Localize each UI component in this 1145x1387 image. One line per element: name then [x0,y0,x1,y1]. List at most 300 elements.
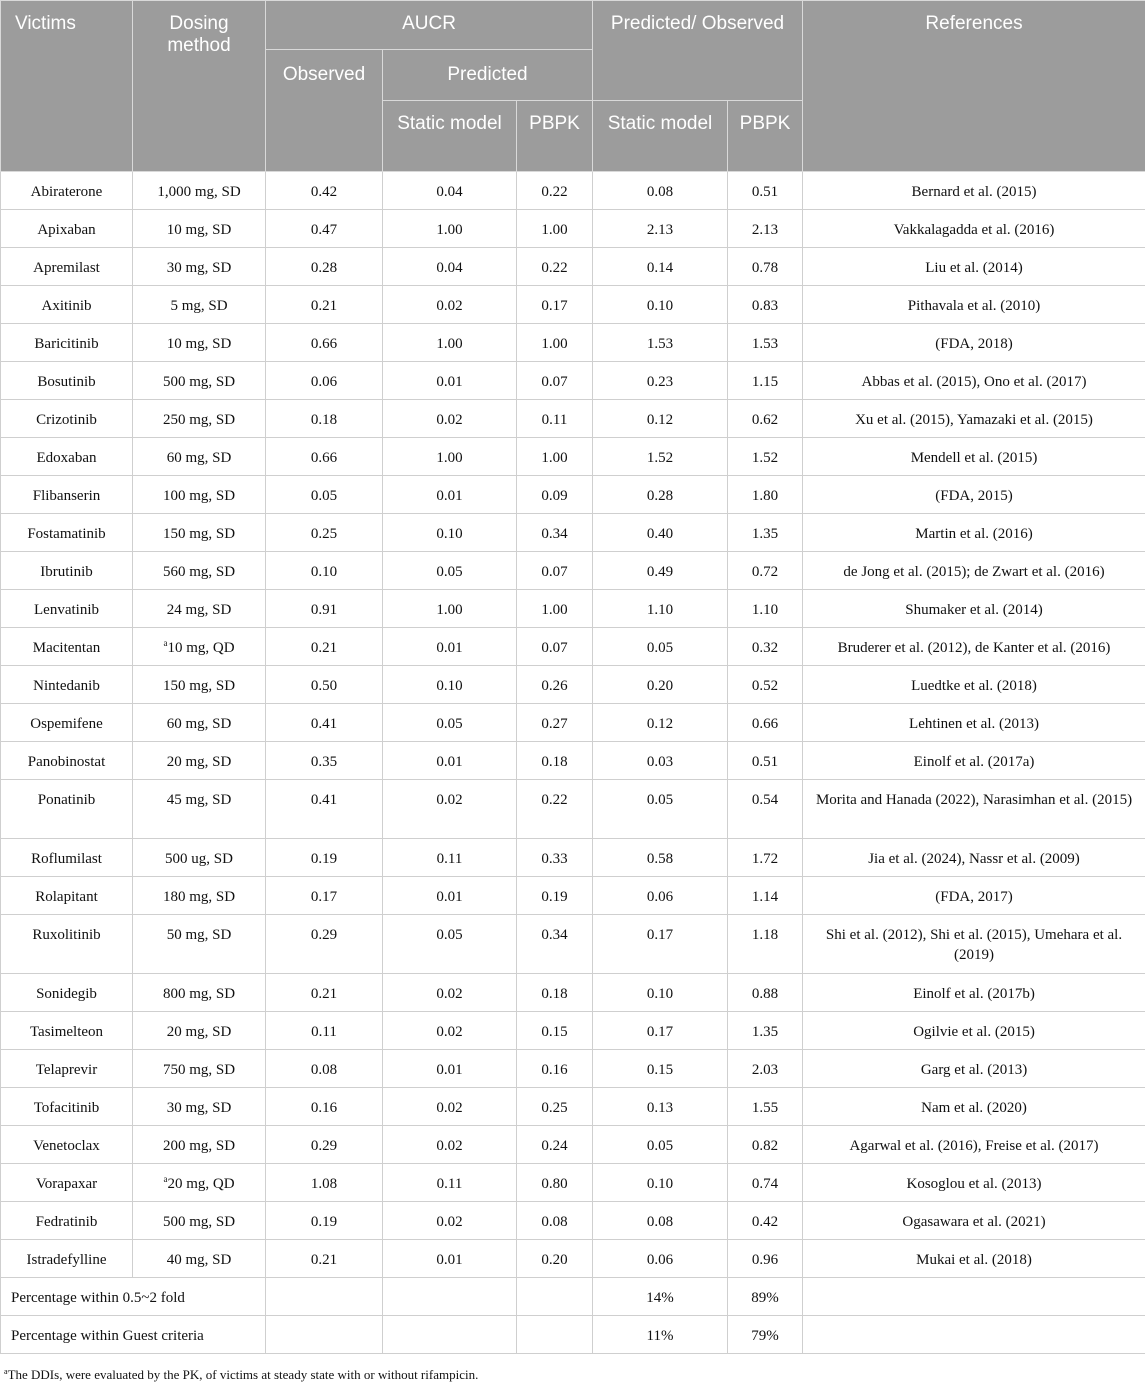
table-row [1,210,1145,248]
dose-text: 560 mg, SD [162,564,236,580]
cell-reference: Garg et al. (2013) [803,1050,1145,1088]
cell-dosing-method [133,324,266,362]
table-row [1,552,1145,590]
cell-victim: Crizotinib [1,400,133,438]
summary-empty-cell [383,1278,517,1316]
cell-victim: Ponatinib [1,780,133,839]
cell-reference: Einolf et al. (2017b) [803,974,1145,1012]
cell-observed-aucr: 0.19 [266,1202,383,1240]
cell-reference: Einolf et al. (2017a) [803,742,1145,780]
cell-ratio-static: 0.10 [593,286,728,324]
cell-observed-aucr: 1.08 [266,1164,383,1202]
cell-ratio-static: 0.03 [593,742,728,780]
cell-ratio-static: 0.49 [593,552,728,590]
cell-ratio-pbpk: 1.72 [728,839,803,877]
header-dosing-method: Dosing method [133,1,266,172]
dose-text: 500 mg, SD [162,374,236,390]
cell-ratio-pbpk: 2.03 [728,1050,803,1088]
table-row [1,590,1145,628]
cell-predicted-pbpk: 0.22 [517,248,593,286]
header-victims: Victims [1,1,133,172]
cell-dosing-method [133,400,266,438]
cell-ratio-pbpk: 0.83 [728,286,803,324]
cell-predicted-static: 0.01 [383,1240,517,1278]
cell-ratio-pbpk: 2.13 [728,210,803,248]
cell-reference: (FDA, 2015) [803,476,1145,514]
cell-observed-aucr: 0.05 [266,476,383,514]
cell-ratio-static: 0.10 [593,974,728,1012]
cell-predicted-pbpk: 0.80 [517,1164,593,1202]
cell-predicted-static: 0.01 [383,1050,517,1088]
table-row [1,1240,1145,1278]
cell-observed-aucr: 0.21 [266,286,383,324]
header-ratio-static-model: Static model [593,101,728,172]
header-predicted: Predicted [383,50,593,101]
cell-observed-aucr: 0.21 [266,974,383,1012]
cell-reference: Bruderer et al. (2012), de Kanter et al. (2016) [803,628,1145,666]
cell-dosing-method [133,1164,266,1202]
cell-dosing-method [133,742,266,780]
cell-reference: Lehtinen et al. (2013) [803,704,1145,742]
table-row [1,628,1145,666]
cell-predicted-static: 0.02 [383,1088,517,1126]
cell-dosing-method [133,286,266,324]
cell-predicted-pbpk: 0.19 [517,877,593,915]
cell-ratio-pbpk: 0.32 [728,628,803,666]
cell-predicted-static: 0.11 [383,839,517,877]
cell-dosing-method [133,915,266,974]
cell-reference: Bernard et al. (2015) [803,172,1145,210]
table-row [1,780,1145,839]
cell-predicted-pbpk: 0.24 [517,1126,593,1164]
summary-pbpk: 89% [728,1278,803,1316]
cell-dosing-method [133,1088,266,1126]
cell-predicted-pbpk: 1.00 [517,324,593,362]
cell-dosing-method [133,172,266,210]
cell-predicted-static: 0.02 [383,1202,517,1240]
cell-reference: Shumaker et al. (2014) [803,590,1145,628]
cell-predicted-pbpk: 0.34 [517,514,593,552]
cell-predicted-pbpk: 0.09 [517,476,593,514]
cell-reference: (FDA, 2017) [803,877,1145,915]
cell-ratio-static: 0.28 [593,476,728,514]
summary-pbpk: 79% [728,1316,803,1354]
header-references: References [803,1,1145,172]
summary-empty-cell [383,1316,517,1354]
summary-empty-cell [803,1316,1145,1354]
cell-predicted-pbpk: 0.26 [517,666,593,704]
cell-predicted-static: 0.01 [383,362,517,400]
header-predicted-static-model: Static model [383,101,517,172]
cell-predicted-static: 0.02 [383,780,517,839]
cell-victim: Tofacitinib [1,1088,133,1126]
cell-ratio-pbpk: 0.82 [728,1126,803,1164]
cell-ratio-pbpk: 0.62 [728,400,803,438]
cell-observed-aucr: 0.66 [266,324,383,362]
table-row [1,1088,1145,1126]
cell-observed-aucr: 0.91 [266,590,383,628]
dose-text: 10 mg, SD [166,222,232,238]
cell-victim: Abiraterone [1,172,133,210]
cell-dosing-method [133,552,266,590]
dose-text: 40 mg, SD [166,1252,232,1268]
cell-ratio-pbpk: 1.80 [728,476,803,514]
table-row [1,742,1145,780]
cell-victim: Nintedanib [1,666,133,704]
cell-predicted-static: 0.05 [383,704,517,742]
cell-victim: Lenvatinib [1,590,133,628]
cell-ratio-pbpk: 1.55 [728,1088,803,1126]
cell-observed-aucr: 0.21 [266,628,383,666]
cell-ratio-static: 0.05 [593,1126,728,1164]
table-row [1,1202,1145,1240]
cell-ratio-static: 0.17 [593,915,728,974]
dose-text: 250 mg, SD [162,412,236,428]
cell-observed-aucr: 0.35 [266,742,383,780]
table-row [1,286,1145,324]
summary-static: 11% [593,1316,728,1354]
cell-victim: Venetoclax [1,1126,133,1164]
dose-text: 60 mg, SD [166,716,232,732]
table-row [1,476,1145,514]
cell-ratio-static: 0.20 [593,666,728,704]
dose-text: 100 mg, SD [162,488,236,504]
summary-static: 14% [593,1278,728,1316]
cell-observed-aucr: 0.25 [266,514,383,552]
cell-dosing-method [133,1240,266,1278]
cell-victim: Bosutinib [1,362,133,400]
cell-predicted-static: 1.00 [383,210,517,248]
cell-ratio-pbpk: 1.18 [728,915,803,974]
cell-reference: Nam et al. (2020) [803,1088,1145,1126]
cell-reference: Abbas et al. (2015), Ono et al. (2017) [803,362,1145,400]
cell-ratio-pbpk: 0.51 [728,172,803,210]
cell-predicted-pbpk: 1.00 [517,438,593,476]
cell-victim: Tasimelteon [1,1012,133,1050]
cell-observed-aucr: 0.29 [266,1126,383,1164]
cell-reference: Liu et al. (2014) [803,248,1145,286]
cell-ratio-static: 0.13 [593,1088,728,1126]
table-row [1,172,1145,210]
table-row [1,400,1145,438]
cell-ratio-static: 0.14 [593,248,728,286]
table-row [1,324,1145,362]
table-row [1,839,1145,877]
cell-ratio-pbpk: 0.66 [728,704,803,742]
cell-ratio-pbpk: 1.10 [728,590,803,628]
cell-predicted-pbpk: 0.18 [517,742,593,780]
cell-reference: Xu et al. (2015), Yamazaki et al. (2015) [803,400,1145,438]
cell-victim: Rolapitant [1,877,133,915]
cell-victim: Roflumilast [1,839,133,877]
cell-dosing-method [133,362,266,400]
cell-victim: Panobinostat [1,742,133,780]
cell-ratio-static: 1.52 [593,438,728,476]
table-row [1,514,1145,552]
cell-predicted-pbpk: 0.18 [517,974,593,1012]
cell-victim: Fostamatinib [1,514,133,552]
cell-ratio-pbpk: 1.52 [728,438,803,476]
cell-ratio-static: 0.17 [593,1012,728,1050]
dose-text: 50 mg, SD [166,927,232,943]
cell-dosing-method [133,628,266,666]
cell-reference: Ogilvie et al. (2015) [803,1012,1145,1050]
cell-predicted-pbpk: 0.20 [517,1240,593,1278]
cell-observed-aucr: 0.18 [266,400,383,438]
cell-dosing-method [133,1050,266,1088]
table-body [1,172,1145,1354]
cell-ratio-static: 0.23 [593,362,728,400]
cell-ratio-static: 0.06 [593,877,728,915]
cell-dosing-method [133,438,266,476]
cell-predicted-static: 0.02 [383,286,517,324]
cell-ratio-static: 0.58 [593,839,728,877]
cell-predicted-static: 1.00 [383,438,517,476]
cell-observed-aucr: 0.29 [266,915,383,974]
cell-predicted-static: 1.00 [383,324,517,362]
dose-text: 10 mg, QD [167,640,235,656]
cell-predicted-static: 0.01 [383,628,517,666]
cell-predicted-pbpk: 0.07 [517,628,593,666]
cell-dosing-method [133,476,266,514]
cell-observed-aucr: 0.10 [266,552,383,590]
cell-predicted-pbpk: 0.34 [517,915,593,974]
cell-predicted-pbpk: 0.15 [517,1012,593,1050]
cell-reference: Morita and Hanada (2022), Narasimhan et al. (2015) [803,780,1145,839]
cell-dosing-method [133,1202,266,1240]
cell-predicted-pbpk: 0.08 [517,1202,593,1240]
cell-ratio-pbpk: 0.88 [728,974,803,1012]
cell-predicted-pbpk: 0.07 [517,362,593,400]
cell-predicted-static: 0.05 [383,915,517,974]
cell-predicted-pbpk: 0.22 [517,172,593,210]
cell-reference: Mendell et al. (2015) [803,438,1145,476]
footnote-mark: a [4,1367,8,1376]
cell-ratio-pbpk: 1.14 [728,877,803,915]
dose-text: 180 mg, SD [162,889,236,905]
cell-victim: Edoxaban [1,438,133,476]
footnote [4,1367,478,1383]
cell-observed-aucr: 0.41 [266,780,383,839]
table-row [1,362,1145,400]
cell-dosing-method [133,1126,266,1164]
cell-dosing-method [133,877,266,915]
cell-observed-aucr: 0.50 [266,666,383,704]
cell-ratio-pbpk: 0.72 [728,552,803,590]
dose-text: 30 mg, SD [166,1100,232,1116]
dose-text: 150 mg, SD [162,526,236,542]
dose-text: 1,000 mg, SD [157,184,241,200]
cell-ratio-pbpk: 0.51 [728,742,803,780]
cell-reference: Pithavala et al. (2010) [803,286,1145,324]
cell-dosing-method [133,248,266,286]
dose-text: 150 mg, SD [162,678,236,694]
footnote-marker: a [163,1174,168,1184]
table-row [1,248,1145,286]
cell-predicted-static: 1.00 [383,590,517,628]
cell-ratio-pbpk: 1.35 [728,514,803,552]
cell-dosing-method [133,1012,266,1050]
summary-label: Percentage within Guest criteria [1,1316,266,1354]
cell-victim: Istradefylline [1,1240,133,1278]
cell-dosing-method [133,704,266,742]
summary-empty-cell [517,1278,593,1316]
cell-dosing-method [133,210,266,248]
footnote-text: The DDIs, were evaluated by the PK, of victims at steady state with or without rifampicin. [7,1367,479,1382]
cell-predicted-static: 0.02 [383,1126,517,1164]
cell-victim: Ospemifene [1,704,133,742]
cell-observed-aucr: 0.16 [266,1088,383,1126]
dose-text: 800 mg, SD [162,986,236,1002]
dose-text: 24 mg, SD [166,602,232,618]
table-header [1,1,1145,172]
dose-text: 60 mg, SD [166,450,232,466]
cell-victim: Macitentan [1,628,133,666]
table-row [1,1012,1145,1050]
cell-ratio-static: 1.53 [593,324,728,362]
cell-predicted-pbpk: 0.17 [517,286,593,324]
cell-predicted-static: 0.02 [383,1012,517,1050]
cell-ratio-pbpk: 0.74 [728,1164,803,1202]
cell-ratio-static: 0.12 [593,704,728,742]
cell-predicted-static: 0.04 [383,172,517,210]
cell-victim: Telaprevir [1,1050,133,1088]
cell-dosing-method [133,666,266,704]
table-row [1,704,1145,742]
cell-reference: Luedtke et al. (2018) [803,666,1145,704]
cell-ratio-static: 2.13 [593,210,728,248]
dose-text: 30 mg, SD [166,260,232,276]
cell-reference: Ogasawara et al. (2021) [803,1202,1145,1240]
cell-ratio-pbpk: 0.54 [728,780,803,839]
summary-empty-cell [266,1278,383,1316]
table-row [1,1050,1145,1088]
cell-ratio-pbpk: 1.53 [728,324,803,362]
header-predicted-pbpk: PBPK [517,101,593,172]
cell-predicted-static: 0.10 [383,666,517,704]
cell-reference: (FDA, 2018) [803,324,1145,362]
summary-empty-cell [803,1278,1145,1316]
summary-empty-cell [517,1316,593,1354]
cell-victim: Fedratinib [1,1202,133,1240]
cell-victim: Sonidegib [1,974,133,1012]
cell-victim: Apixaban [1,210,133,248]
cell-reference: Agarwal et al. (2016), Freise et al. (2017) [803,1126,1145,1164]
cell-predicted-static: 0.11 [383,1164,517,1202]
table-row [1,438,1145,476]
cell-ratio-static: 0.10 [593,1164,728,1202]
table-row [1,666,1145,704]
header-ratio-pbpk: PBPK [728,101,803,172]
cell-dosing-method [133,590,266,628]
summary-row [1,1278,1145,1316]
cell-ratio-pbpk: 1.35 [728,1012,803,1050]
cell-predicted-static: 0.02 [383,400,517,438]
cell-ratio-static: 0.40 [593,514,728,552]
table-row [1,877,1145,915]
cell-predicted-static: 0.01 [383,476,517,514]
cell-dosing-method [133,974,266,1012]
cell-predicted-pbpk: 0.07 [517,552,593,590]
cell-reference: Mukai et al. (2018) [803,1240,1145,1278]
cell-reference: Shi et al. (2012), Shi et al. (2015), Umehara et al. (2019) [803,915,1145,974]
cell-reference: Vakkalagadda et al. (2016) [803,210,1145,248]
dose-text: 20 mg, SD [166,754,232,770]
cell-predicted-static: 0.04 [383,248,517,286]
summary-label: Percentage within 0.5~2 fold [1,1278,266,1316]
header-aucr: AUCR [266,1,593,50]
cell-reference: Martin et al. (2016) [803,514,1145,552]
cell-ratio-pbpk: 0.96 [728,1240,803,1278]
dose-text: 200 mg, SD [162,1138,236,1154]
dose-text: 10 mg, SD [166,336,232,352]
cell-ratio-pbpk: 0.78 [728,248,803,286]
cell-observed-aucr: 0.42 [266,172,383,210]
cell-ratio-static: 0.12 [593,400,728,438]
cell-predicted-pbpk: 0.11 [517,400,593,438]
cell-ratio-pbpk: 0.52 [728,666,803,704]
footnote-marker: a [163,638,168,648]
cell-dosing-method [133,514,266,552]
cell-ratio-static: 0.05 [593,780,728,839]
cell-predicted-pbpk: 1.00 [517,210,593,248]
cell-victim: Vorapaxar [1,1164,133,1202]
cell-observed-aucr: 0.47 [266,210,383,248]
header-observed: Observed [266,50,383,172]
dose-text: 45 mg, SD [166,792,232,808]
dose-text: 5 mg, SD [170,298,228,314]
cell-dosing-method [133,780,266,839]
cell-victim: Apremilast [1,248,133,286]
cell-predicted-static: 0.05 [383,552,517,590]
dose-text: 20 mg, QD [167,1176,235,1192]
cell-dosing-method [133,839,266,877]
cell-victim: Ibrutinib [1,552,133,590]
cell-observed-aucr: 0.06 [266,362,383,400]
dose-text: 20 mg, SD [166,1024,232,1040]
cell-predicted-pbpk: 1.00 [517,590,593,628]
cell-victim: Baricitinib [1,324,133,362]
cell-ratio-static: 0.15 [593,1050,728,1088]
table-row [1,1164,1145,1202]
cell-victim: Axitinib [1,286,133,324]
cell-ratio-pbpk: 1.15 [728,362,803,400]
table-row [1,915,1145,974]
table-row [1,1126,1145,1164]
dose-text: 750 mg, SD [162,1062,236,1078]
cell-reference: Kosoglou et al. (2013) [803,1164,1145,1202]
cell-ratio-static: 0.08 [593,1202,728,1240]
cell-reference: de Jong et al. (2015); de Zwart et al. (2016) [803,552,1145,590]
cell-predicted-static: 0.01 [383,877,517,915]
summary-row [1,1316,1145,1354]
table-row [1,974,1145,1012]
cell-ratio-static: 0.08 [593,172,728,210]
cell-observed-aucr: 0.17 [266,877,383,915]
cell-ratio-pbpk: 0.42 [728,1202,803,1240]
cell-observed-aucr: 0.41 [266,704,383,742]
cell-observed-aucr: 0.08 [266,1050,383,1088]
cell-observed-aucr: 0.19 [266,839,383,877]
cell-predicted-pbpk: 0.33 [517,839,593,877]
cell-predicted-static: 0.01 [383,742,517,780]
cell-ratio-static: 1.10 [593,590,728,628]
cell-victim: Flibanserin [1,476,133,514]
cell-ratio-static: 0.05 [593,628,728,666]
dose-text: 500 mg, SD [162,1214,236,1230]
summary-empty-cell [266,1316,383,1354]
cell-ratio-static: 0.06 [593,1240,728,1278]
